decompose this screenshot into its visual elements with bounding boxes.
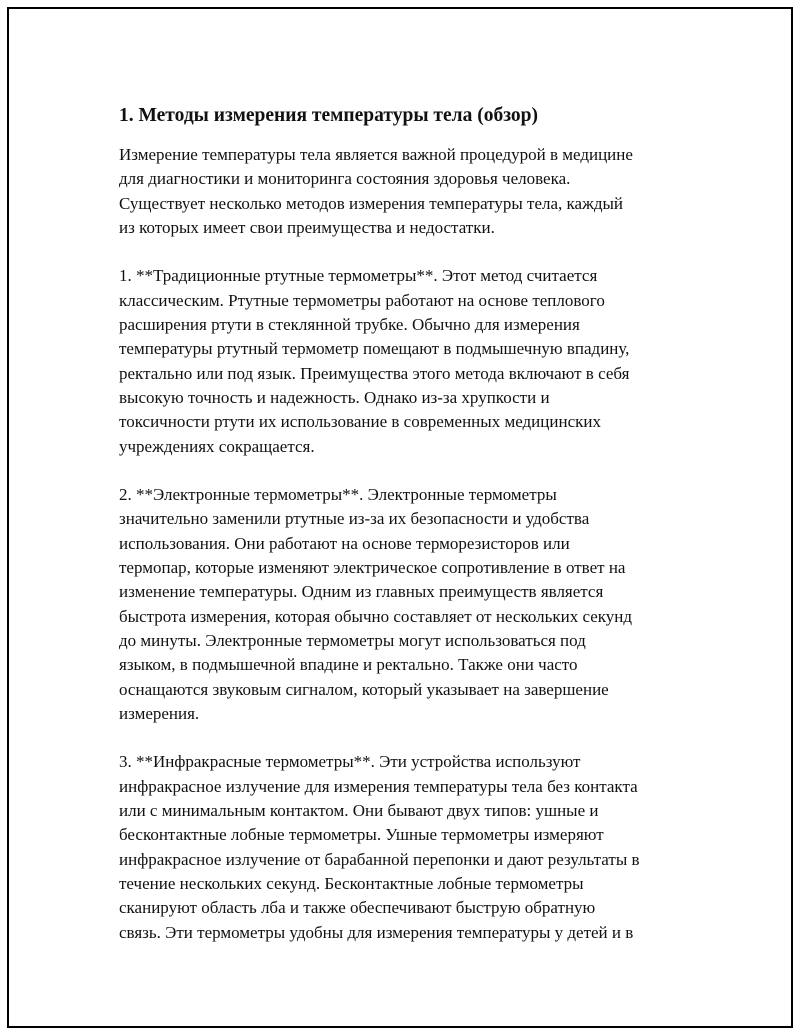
page-frame <box>7 7 793 1028</box>
intro-paragraph: Измерение температуры тела является важной процедурой в медицине для диагностики и мониторинга состояния здоровья человека. Существует несколько методов измерения температуры тела, каждый из которых имеет свои преимущества и недостатки. <box>119 145 633 237</box>
document-body <box>119 103 699 969</box>
infrared-thermometers-paragraph: 3. **Инфракрасные термометры**. Эти устройства используют инфракрасное излучение для измерения температуры тела без контакта или с минимальным контактом. Они бывают двух типов: ушные и бесконтактные лобные термометры. Ушные термометры измеряют инфракрасное излучение от барабанной перепонки и дают результаты в течение нескольких секунд. Бесконтактные лобные термометры сканируют область лба и также обеспечивают быструю обратную связь. Эти термометры удобны для измерения температуры у детей и в <box>119 752 640 942</box>
mercury-thermometers-paragraph: 1. **Традиционные ртутные термометры**. Этот метод считается классическим. Ртутные термометры работают на основе теплового расширения ртути в стеклянной трубке. Обычно для измерения температуры ртутный термометр помещают в подмышечную впадину, ректально или под язык. Преимущества этого метода включают в себя высокую точность и надежность. Однако из-за хрупкости и токсичности ртути их использование в современных медицинских учреждениях сокращается. <box>119 266 630 456</box>
section-heading: 1. Методы измерения температуры тела (обзор) <box>119 105 539 126</box>
electronic-thermometers-paragraph: 2. **Электронные термометры**. Электронные термометры значительно заменили ртутные из-за их безопасности и удобства использования. Они работают на основе терморезисторов или термопар, которые изменяют электрическое сопротивление в ответ на изменение температуры. Одним из главных преимуществ является быстрота измерения, которая обычно составляет от нескольких секунд до минуты. Электронные термометры могут использоваться под языком, в подмышечной впадине и ректально. Также они часто оснащаются звуковым сигналом, который указывает на завершение измерения. <box>119 485 633 723</box>
